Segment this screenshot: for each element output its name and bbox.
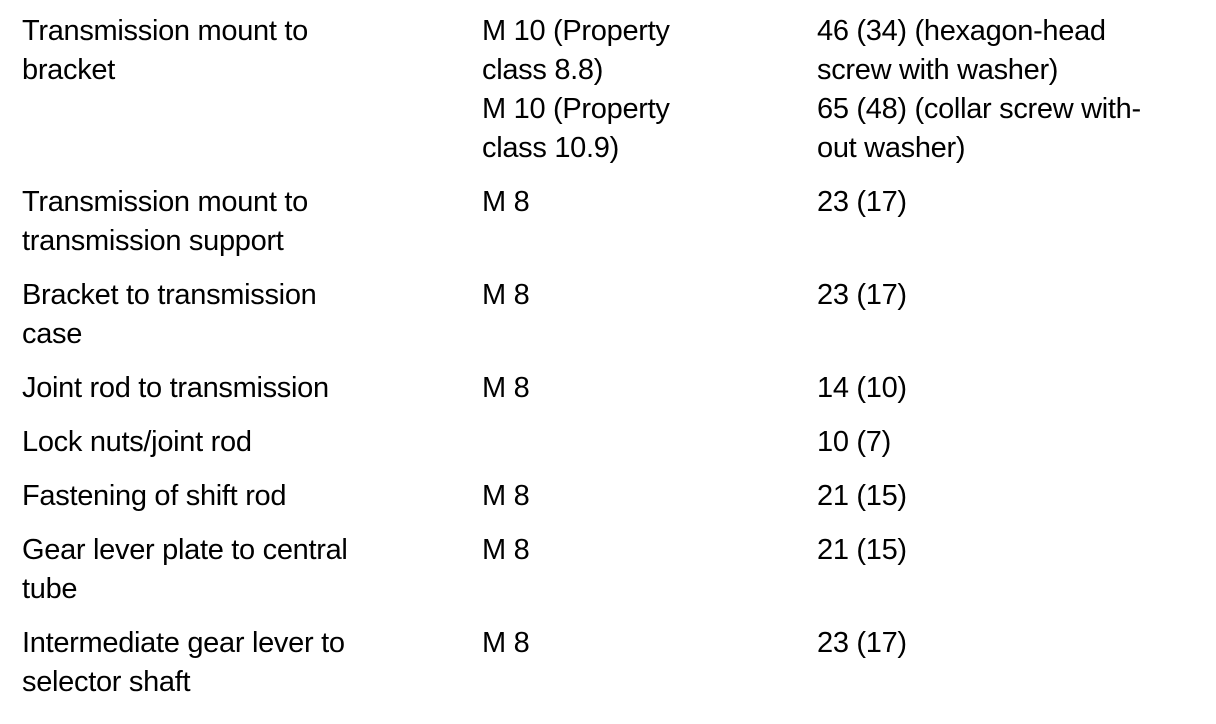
torque-cell: 21 (15) (817, 534, 907, 566)
table-row (22, 12, 1202, 168)
table-row (22, 624, 1202, 702)
torque-cell: 14 (10) (817, 372, 907, 404)
torque-spec-table (22, 12, 1202, 717)
table-row (22, 183, 1202, 261)
thread-cell: M 10 (Property class 8.8) M 10 (Property class 10.9) (482, 15, 670, 164)
table-row (22, 477, 1202, 516)
thread-cell: M 8 (482, 534, 530, 566)
table-row (22, 369, 1202, 408)
torque-cell: 23 (17) (817, 186, 907, 218)
table-row (22, 276, 1202, 354)
thread-cell: M 8 (482, 627, 530, 659)
component-cell: Transmission mount to transmission support (22, 186, 308, 257)
thread-cell: M 8 (482, 279, 530, 311)
thread-cell: M 8 (482, 372, 530, 404)
table-row (22, 531, 1202, 609)
torque-cell: 23 (17) (817, 627, 907, 659)
component-cell: Intermediate gear lever to selector shaft (22, 627, 345, 698)
thread-cell: M 8 (482, 480, 530, 512)
component-cell: Gear lever plate to central tube (22, 534, 348, 605)
component-cell: Transmission mount to bracket (22, 15, 308, 86)
torque-cell: 21 (15) (817, 480, 907, 512)
component-cell: Lock nuts/joint rod (22, 426, 252, 458)
torque-cell: 46 (34) (hexagon-head screw with washer) 65 (48) (collar screw with- out washer) (817, 15, 1141, 164)
component-cell: Joint rod to transmission (22, 372, 329, 404)
torque-cell: 10 (7) (817, 426, 891, 458)
component-cell: Fastening of shift rod (22, 480, 287, 512)
component-cell: Bracket to transmission case (22, 279, 317, 350)
table-row (22, 423, 1202, 462)
thread-cell: M 8 (482, 186, 530, 218)
torque-cell: 23 (17) (817, 279, 907, 311)
